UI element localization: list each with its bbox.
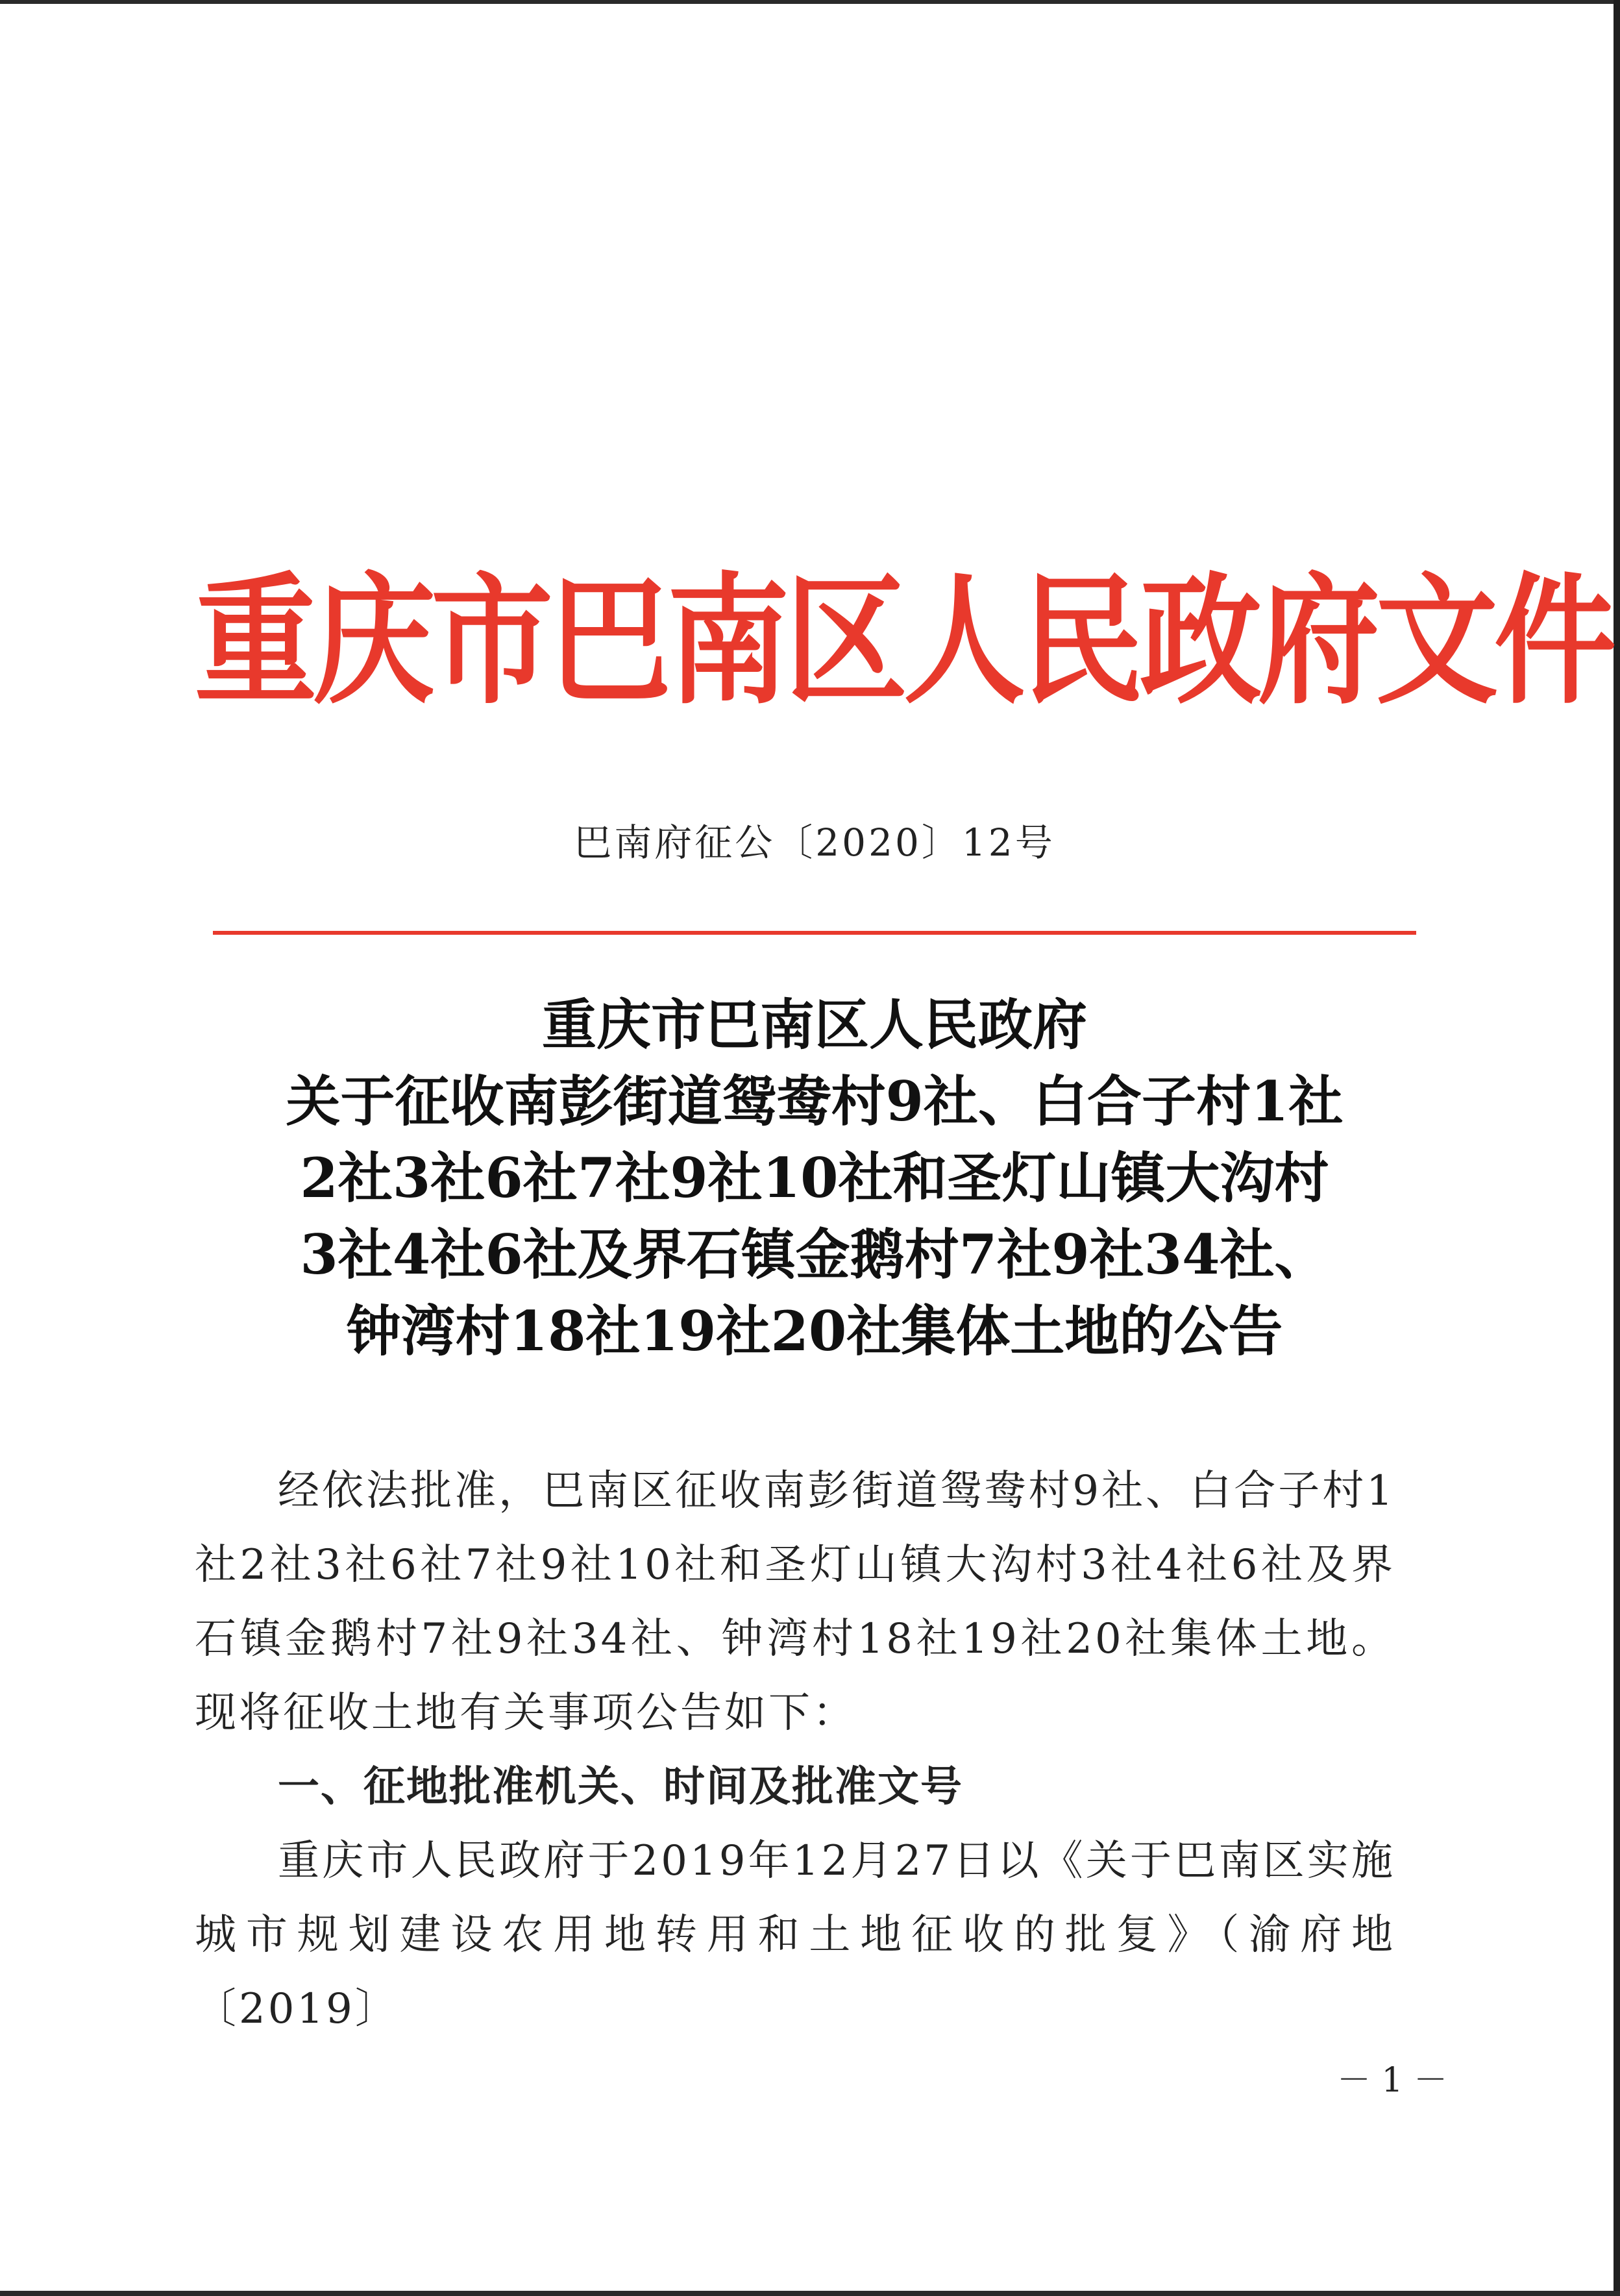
announcement-body xyxy=(195,1454,1395,2046)
section-paragraph: 重庆市人民政府于2019年12月27日以《关于巴南区实施城市规划建设农用地转用和土地征收的批复》（渝府地〔2019〕 xyxy=(195,1837,1395,2033)
title-line: 关于征收南彭街道鸳鸯村9社、白合子村1社 xyxy=(286,1069,1344,1133)
title-line: 重庆市巴南区人民政府 xyxy=(541,993,1087,1057)
document-masthead: 重庆市巴南区人民政府文件 xyxy=(195,558,1612,724)
title-line: 2社3社6社7社9社10社和圣灯山镇大沟村 xyxy=(300,1146,1329,1210)
scan-border-right xyxy=(1614,0,1620,2296)
page-number: － 1 － xyxy=(1337,2061,1448,2100)
intro-paragraph: 经依法批准，巴南区征收南彭街道鸳鸯村9社、白合子村1社2社3社6社7社9社10社和圣灯山镇大沟村3社4社6社及界石镇金鹅村7社9社34社、钟湾村18社19社20社集体土地。现将征收土地有关事项公告如下： xyxy=(195,1467,1395,1737)
title-line: 钟湾村18社19社20社集体土地的公告 xyxy=(346,1299,1283,1363)
announcement-title xyxy=(182,987,1447,1370)
section-heading: 一、征地批准机关、时间及批准文号 xyxy=(278,1763,963,1811)
red-separator-rule xyxy=(213,931,1416,935)
scan-border-top xyxy=(0,0,1620,4)
title-line: 3社4社6社及界石镇金鹅村7社9社34社、 xyxy=(300,1222,1329,1287)
scan-border-bottom xyxy=(0,2291,1620,2296)
document-number: 巴南府征公〔2020〕12号 xyxy=(574,821,1055,865)
